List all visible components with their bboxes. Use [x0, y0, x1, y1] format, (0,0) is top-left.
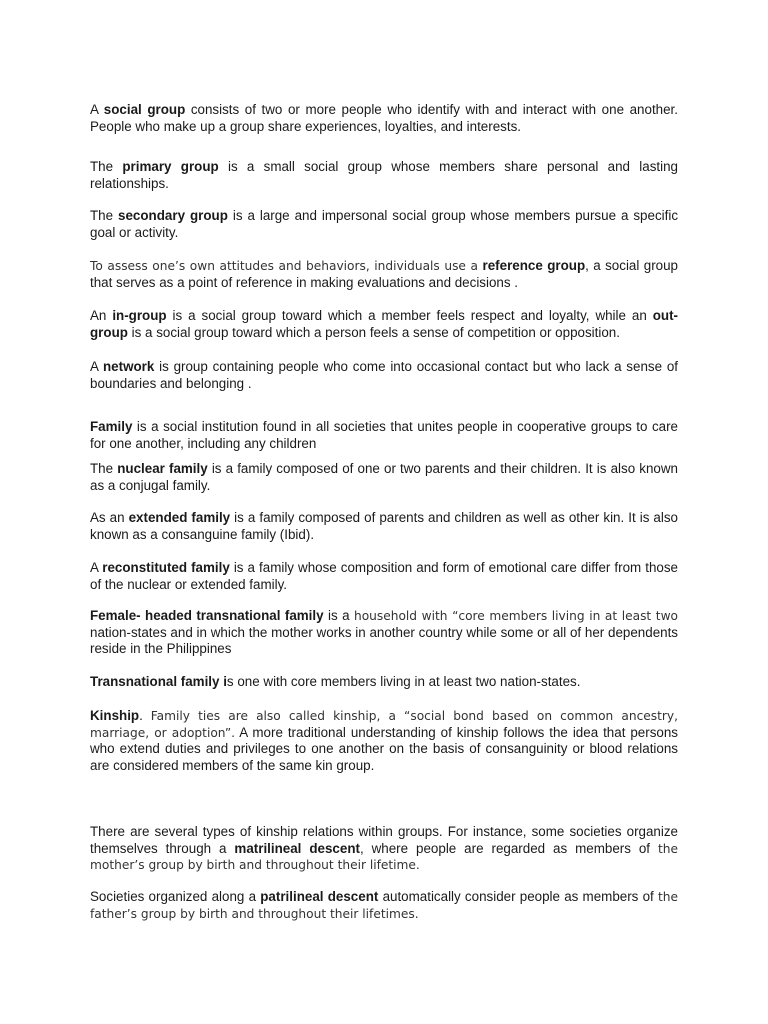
bold-term: Female- headed transnational family: [90, 608, 324, 623]
text-run: is a social institution found in all societies that unites people in cooperative groups to care for one another, including any children: [90, 419, 678, 451]
text-run: The: [90, 208, 119, 223]
bold-term: Kinship: [90, 708, 140, 723]
bold-term: Transnational family i: [90, 674, 227, 689]
text-run: the father’s group by birth and throughout their lifetimes.: [90, 890, 678, 921]
bold-term: social group: [103, 102, 186, 117]
bold-term: nuclear family: [117, 461, 208, 476]
text-run: A: [90, 560, 103, 575]
text-run: is a family composed of parents and children as well as other kin. It is also known as a consanguine family (Ibid).: [90, 510, 678, 542]
text-run: As an: [90, 510, 129, 525]
paragraph-in-out-group: [90, 308, 678, 341]
bold-term: extended family: [128, 510, 231, 525]
text-run: automatically consider people as members of: [378, 889, 658, 904]
text-run: is a: [323, 608, 354, 623]
text-run: The: [90, 159, 123, 174]
bold-term: network: [102, 359, 155, 374]
text-run: There are several types of kinship relations within groups. For instance, some societies organize themselves through a: [90, 824, 678, 856]
paragraph-kinship: [90, 708, 678, 774]
bold-term: matrilineal descent: [234, 840, 360, 856]
text-run: .: [139, 708, 151, 723]
text-run: , where people are regarded as members of: [359, 840, 658, 856]
text-run: is group containing people who come into occasional contact but who lack a sense of boundaries and belonging .: [90, 359, 678, 391]
bold-term: secondary group: [118, 208, 228, 223]
text-run: , a social group that serves as a point of reference in making evaluations and decisions .: [90, 258, 679, 290]
paragraph-primary-group: [90, 159, 678, 192]
bold-term: Family: [90, 419, 133, 434]
paragraph-patrilineal-descent: [90, 889, 678, 922]
paragraph-secondary-group: [90, 208, 678, 241]
paragraph-network: [90, 359, 678, 392]
text-run: An: [90, 308, 113, 323]
text-run: The: [90, 461, 118, 476]
text-run: A: [90, 102, 104, 117]
text-run: Societies organized along a: [90, 889, 261, 904]
text-run: is a small social group whose members share personal and lasting relationships.: [90, 159, 678, 191]
text-run: is a family whose composition and form of emotional care differ from those of the nuclear or extended family.: [90, 560, 678, 592]
paragraph-matrilineal-descent: [90, 824, 678, 874]
paragraph-reference-group: [90, 258, 678, 291]
paragraph-female-headed-family: [90, 608, 678, 658]
paragraph-extended-family: [90, 510, 678, 543]
paragraph-social-group: [90, 102, 678, 135]
text-run: household with “core members living in at least two: [353, 609, 678, 623]
paragraph-transnational-family: [90, 674, 678, 691]
bold-term: primary group: [122, 159, 219, 174]
text-run: To assess one’s own attitudes and behaviors, individuals use a: [90, 259, 483, 273]
text-run: is a family composed of one or two parents and their children. It is also known as a conjugal family.: [90, 461, 678, 493]
bold-term: patrilineal descent: [260, 889, 379, 904]
text-run: nation-states and in which the mother works in another country while some or all of her dependents reside in the Philippines: [90, 624, 678, 656]
bold-term: reference group: [482, 258, 586, 273]
text-run: A more traditional understanding of kinship follows the idea that persons who extend duties and privileges to one another on the basis of consanguinity or blood relations are considered members of the same kin group.: [90, 724, 678, 773]
text-run: s one with core members living in at least two nation-states.: [226, 674, 581, 689]
text-run: is a large and impersonal social group whose members pursue a specific goal or activity.: [90, 208, 679, 240]
bold-term: reconstituted family: [102, 560, 230, 575]
text-run: the mother’s group by birth and throughout their lifetime.: [90, 841, 678, 872]
text-run: is a social group toward which a member feels respect and loyalty, while an: [166, 308, 653, 323]
bold-term: in-group: [112, 308, 167, 323]
paragraph-reconstituted-family: [90, 560, 678, 593]
bold-term: out-group: [90, 308, 678, 340]
text-run: consists of two or more people who identify with and interact with one another. People who make up a group share experiences, loyalties, and interests.: [90, 102, 678, 134]
paragraph-nuclear-family: [90, 461, 678, 494]
paragraph-family: [90, 419, 678, 452]
text-run: A: [90, 359, 103, 374]
text-run: is a social group toward which a person feels a sense of competition or opposition.: [127, 324, 620, 340]
text-run: Family ties are also called kinship, a “social bond based on common ancestry, marriage, or adoption”.: [90, 709, 678, 740]
